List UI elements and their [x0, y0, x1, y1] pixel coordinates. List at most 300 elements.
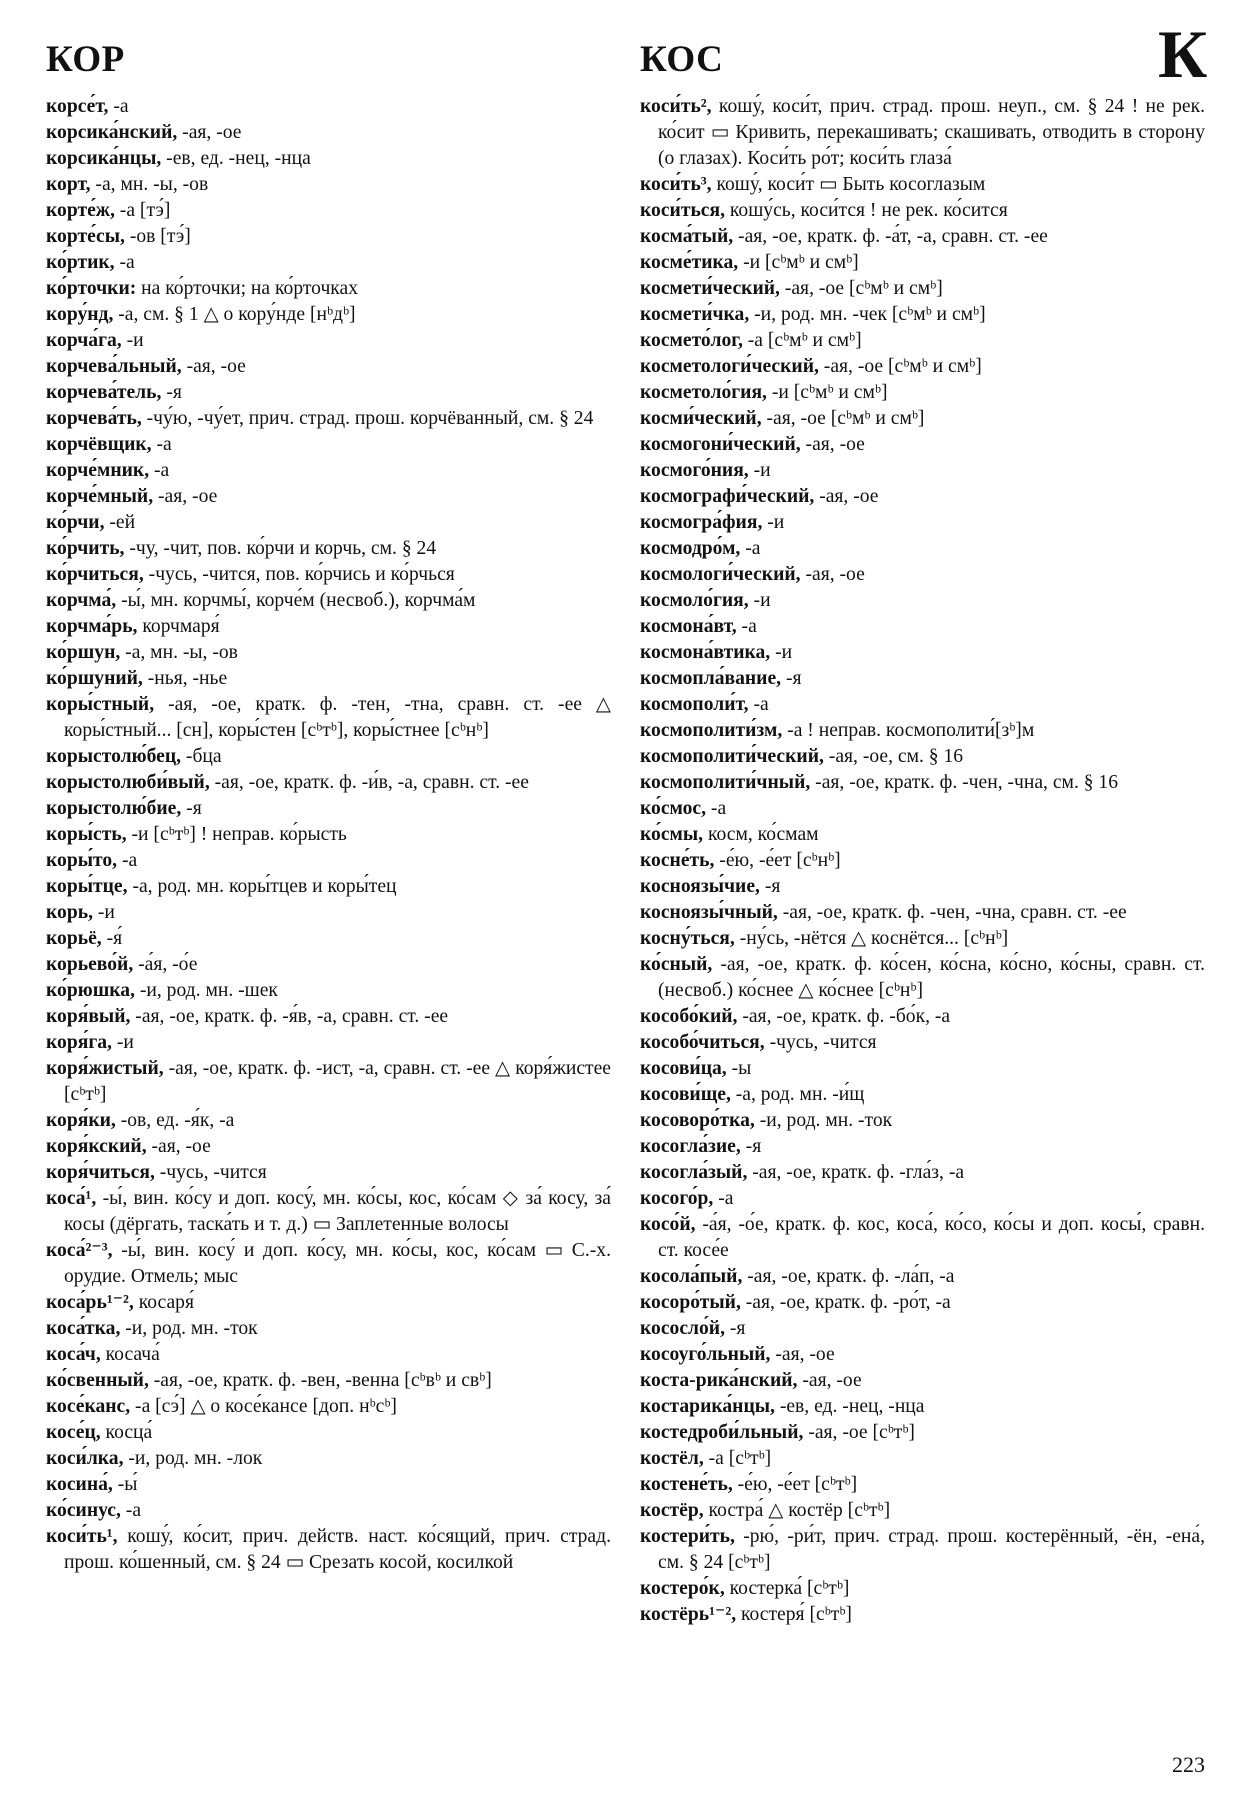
definition: -я́ [101, 928, 123, 949]
dictionary-entry [46, 874, 611, 900]
dictionary-entry [46, 1056, 611, 1108]
definition: -а [151, 434, 172, 455]
dictionary-entry [46, 276, 611, 302]
headword: корсика́нцы, [46, 148, 162, 169]
dictionary-entry [46, 302, 611, 328]
dictionary-entry [46, 562, 611, 588]
definition: -и [121, 330, 144, 351]
dictionary-entry [640, 796, 1205, 822]
definition: -а [сᵇтᵇ] [703, 1448, 772, 1469]
headword: корте́ж, [46, 200, 115, 221]
definition: кошу́, коси́т ▭ Быть косоглазым [711, 174, 986, 195]
headword: косоуго́льный, [640, 1344, 771, 1365]
headword: космополи́т, [640, 694, 749, 715]
definition: -я [781, 668, 802, 689]
definition: -ая, -ое [797, 1370, 862, 1391]
definition: -ая, -ое, кратк. ф. -а́т, -а, сравн. ст. -ее [733, 226, 1048, 247]
right-column [640, 94, 1205, 1628]
definition: -ая, -ое, кратк. ф. -гла́з, -а [747, 1162, 965, 1183]
dictionary-entry [640, 1368, 1205, 1394]
dictionary-entry [640, 770, 1205, 796]
headword: коря́читься, [46, 1162, 155, 1183]
definition: кошу́, ко́сит, прич. действ. наст. ко́сящий, прич. страд. прош. ко́шенный, см. § 24 ▭ Срезать косой, косилкой [64, 1526, 611, 1573]
headword: кососло́й, [640, 1318, 725, 1339]
headword: костене́ть, [640, 1474, 733, 1495]
definition: -а [120, 1500, 142, 1521]
dictionary-entry [46, 354, 611, 380]
headword: космети́ческий, [640, 278, 780, 299]
definition: -ая, -ое, кратк. ф. -ист, -а, сравн. ст. -ее △ коря́жистее [сᵇтᵇ] [64, 1058, 611, 1105]
headword: ко́рчиться, [46, 564, 144, 585]
left-column [46, 94, 611, 1576]
headword: корчма́, [46, 590, 117, 611]
headword: ко́рчи, [46, 512, 105, 533]
definition: -чу, -чит, пов. ко́рчи и корчь, см. § 24 [124, 538, 437, 559]
dictionary-entry [46, 1030, 611, 1056]
headword: ко́смы, [640, 824, 704, 845]
headword: корыстолюби́вый, [46, 772, 210, 793]
definition: -а [149, 460, 170, 481]
dictionary-entry [640, 744, 1205, 770]
headword: корчева́льный, [46, 356, 182, 377]
headword: ко́ршуний, [46, 668, 143, 689]
headword: косови́ца, [640, 1058, 727, 1079]
headword: коры́то, [46, 850, 118, 871]
definition: -а [тэ́] [114, 200, 171, 221]
definition: -ая, -ое [814, 486, 879, 507]
headword: косогла́зый, [640, 1162, 748, 1183]
dictionary-entry [640, 1420, 1205, 1446]
definition: кошу́сь, коси́тся ! не рек. ко́сится [725, 200, 1008, 221]
dictionary-entry [46, 380, 611, 406]
headword: космона́вт, [640, 616, 737, 637]
headword: косма́тый, [640, 226, 734, 247]
definition: -ая, -ое [153, 486, 218, 507]
dictionary-entry [640, 172, 1205, 198]
headword: кособо́кий, [640, 1006, 738, 1027]
dictionary-entry [46, 328, 611, 354]
definition: -а, род. мн. -и́щ [730, 1084, 865, 1105]
headword: косо́й, [640, 1214, 696, 1235]
headword: ко́рточки: [46, 278, 137, 299]
dictionary-entry [640, 1134, 1205, 1160]
dictionary-entry [46, 1342, 611, 1368]
definition: -и [93, 902, 115, 923]
definition: косача́ [100, 1344, 160, 1365]
headword: косноязы́чие, [640, 876, 760, 897]
headword: корче́мный, [46, 486, 154, 507]
definition: -и [770, 642, 793, 663]
dictionary-entry [46, 952, 611, 978]
dictionary-entry [640, 1342, 1205, 1368]
headword: корчева́тель, [46, 382, 162, 403]
definition: -ая, -ое, кратк. ф. -вен, -венна [сᵇвᵇ и свᵇ] [148, 1370, 492, 1391]
dictionary-entry [46, 1368, 611, 1394]
dictionary-entry [46, 198, 611, 224]
definition: -и [111, 1032, 134, 1053]
dictionary-entry [46, 484, 611, 510]
dictionary-entry [640, 848, 1205, 874]
dictionary-entry [46, 978, 611, 1004]
dictionary-entry [640, 1446, 1205, 1472]
headword: кособо́читься, [640, 1032, 765, 1053]
dictionary-entry [640, 302, 1205, 328]
dictionary-entry [46, 796, 611, 822]
definition: -ая, -ое [сᵇмᵇ и смᵇ] [761, 408, 925, 429]
headword: космологи́ческий, [640, 564, 801, 585]
headword: коси́лка, [46, 1448, 124, 1469]
headword: костарика́нцы, [640, 1396, 775, 1417]
dictionary-entry [640, 874, 1205, 900]
dictionary-entry [46, 1472, 611, 1498]
dictionary-entry [640, 822, 1205, 848]
headword: косого́р, [640, 1188, 714, 1209]
definition: -ая, -ое, кратк. ф. -я́в, -а, сравн. ст. -ее [130, 1006, 449, 1027]
headword: космого́ния, [640, 460, 749, 481]
headword: ко́ртик, [46, 252, 115, 273]
definition: -чусь, -чится [764, 1032, 877, 1053]
headword: корчма́рь, [46, 616, 138, 637]
definition: -я [759, 876, 781, 897]
definition: -ая, -ое [800, 564, 865, 585]
headword: космодро́м, [640, 538, 741, 559]
headword: коса́²⁻³, [46, 1240, 113, 1261]
definition: -ая, -ое [800, 434, 865, 455]
headword: ко́сный, [640, 954, 713, 975]
definition: -ы́, мн. корчмы́, корче́м (несвоб.), корчма́м [116, 590, 476, 611]
headword: ко́рюшка, [46, 980, 135, 1001]
dictionary-entry [46, 510, 611, 536]
definition: -и [762, 512, 785, 533]
headword: костедроби́льный, [640, 1422, 804, 1443]
dictionary-entry [46, 1498, 611, 1524]
headword: коса́¹, [46, 1188, 97, 1209]
dictionary-entry [640, 328, 1205, 354]
definition: -чу́ю, -чу́ет, прич. страд. прош. корчёванный, см. § 24 [141, 408, 594, 429]
definition: -ы́, вин. ко́су и доп. косу́, мн. ко́сы, кос, ко́сам ◇ за́ косу, за́ косы (дёргать, таска́ть и т. д.) ▭ Заплетенные волосы [64, 1188, 611, 1235]
definition: -нья, -нье [142, 668, 228, 689]
definition: -а [114, 252, 135, 273]
definition: -а [сэ́] △ о косе́кансе [доп. нᵇсᵇ] [130, 1396, 397, 1417]
dictionary-entry [640, 484, 1205, 510]
headword: космографи́ческий, [640, 486, 815, 507]
headword: коста-рика́нский, [640, 1370, 798, 1391]
headword: косоворо́тка, [640, 1110, 755, 1131]
dictionary-entry [640, 406, 1205, 432]
dictionary-entry [46, 1186, 611, 1238]
dictionary-entry [640, 1004, 1205, 1030]
headword: корт, [46, 174, 91, 195]
dictionary-entry [640, 1524, 1205, 1576]
headword: ко́смос, [640, 798, 707, 819]
dictionary-entry [640, 1264, 1205, 1290]
headword: корсе́т, [46, 96, 109, 117]
headword: космети́чка, [640, 304, 750, 325]
definition: костеря́ [сᵇтᵇ] [736, 1604, 852, 1625]
definition: -ая, -ое [сᵇмᵇ и смᵇ] [818, 356, 982, 377]
dictionary-entry [640, 588, 1205, 614]
dictionary-entry [46, 1446, 611, 1472]
headword: косми́ческий, [640, 408, 762, 429]
dictionary-entry [640, 1602, 1205, 1628]
definition: -я [181, 798, 202, 819]
definition: -а [713, 1188, 734, 1209]
definition: -ая, -ое [181, 356, 246, 377]
dictionary-entry [640, 666, 1205, 692]
dictionary-entry [46, 1134, 611, 1160]
dictionary-entry [640, 354, 1205, 380]
headword: космона́втика, [640, 642, 771, 663]
headword: космополити́чный, [640, 772, 811, 793]
headword: коса́ч, [46, 1344, 101, 1365]
headword: корьево́й, [46, 954, 134, 975]
dictionary-entry [640, 1290, 1205, 1316]
headword: косе́ц, [46, 1422, 101, 1443]
dictionary-entry [640, 692, 1205, 718]
dictionary-entry [640, 1082, 1205, 1108]
dictionary-entry [640, 380, 1205, 406]
headword: косина́, [46, 1474, 113, 1495]
definition: -ы́, вин. косу́ и доп. ко́су, мн. ко́сы, кос, ко́сам ▭ С.-х. орудие. Отмель; мыс [64, 1240, 611, 1287]
dictionary-entry [640, 1576, 1205, 1602]
dictionary-entry [46, 1394, 611, 1420]
dictionary-entry [640, 458, 1205, 484]
headword: корь, [46, 902, 93, 923]
definition: -а́я, -о́е, кратк. ф. кос, коса́, ко́со, ко́сы и доп. косы́, сравн. ст. косе́е [658, 1214, 1205, 1261]
definition: -ая, -ое, кратк. ф. -чен, -чна, сравн. ст. -ее [777, 902, 1127, 923]
definition: -я [161, 382, 182, 403]
dictionary-entry [640, 1472, 1205, 1498]
headword: костёрь¹⁻², [640, 1604, 737, 1625]
definition: -ая, -ое [177, 122, 242, 143]
headword: космополити́зм, [640, 720, 783, 741]
dictionary-entry [46, 614, 611, 640]
headword: костёл, [640, 1448, 704, 1469]
definition: косм, ко́смам [703, 824, 819, 845]
dictionary-entry [46, 770, 611, 796]
dictionary-entry [640, 1498, 1205, 1524]
definition: -а ! неправ. космополити́[зᵇ]м [782, 720, 1035, 741]
dictionary-entry [640, 1056, 1205, 1082]
definition: -а [117, 850, 138, 871]
dictionary-entry [46, 146, 611, 172]
definition: -а [740, 538, 761, 559]
dictionary-entry [46, 1238, 611, 1290]
headword: коря́кский, [46, 1136, 147, 1157]
headword: ко́ршун, [46, 642, 121, 663]
dictionary-entry [46, 1420, 611, 1446]
headword: косола́пый, [640, 1266, 743, 1287]
definition: -бца [181, 746, 222, 767]
definition: на ко́рточки; на ко́рточках [136, 278, 359, 299]
headword: корча́га, [46, 330, 122, 351]
dictionary-entry [46, 744, 611, 770]
definition: косаря́ [133, 1292, 194, 1313]
dictionary-entry [46, 458, 611, 484]
dictionary-entry [46, 692, 611, 744]
dictionary-entry [46, 1160, 611, 1186]
definition: -ы́ [112, 1474, 138, 1495]
dictionary-entry [46, 640, 611, 666]
headword: корте́сы, [46, 226, 125, 247]
definition: -а, род. мн. коры́тцев и коры́тец [127, 876, 397, 897]
definition: -ая, -ое, кратк. ф. ко́сен, ко́сна, ко́сно, ко́сны, сравн. ст. (несвоб.) ко́снее △ ко́снее [сᵇнᵇ] [658, 954, 1205, 1001]
dictionary-entry [640, 718, 1205, 744]
headword: ко́синус, [46, 1500, 121, 1521]
definition: -а [736, 616, 757, 637]
headword: ко́рчить, [46, 538, 125, 559]
headword: корыстолю́бие, [46, 798, 182, 819]
definition: -и, род. мн. -ток [754, 1110, 893, 1131]
dictionary-entry [46, 536, 611, 562]
dictionary-entry [46, 1108, 611, 1134]
headword: косоро́тый, [640, 1292, 741, 1313]
dictionary-entry [46, 432, 611, 458]
dictionary-entry [640, 952, 1205, 1004]
headword: космопла́вание, [640, 668, 782, 689]
dictionary-entry [640, 900, 1205, 926]
dictionary-entry [640, 1108, 1205, 1134]
definition: -ая, -ое, кратк. ф. -бо́к, -а [737, 1006, 951, 1027]
dictionary-entry [46, 1316, 611, 1342]
dictionary-entry [640, 1212, 1205, 1264]
definition: -ы [726, 1058, 752, 1079]
definition: -ов, ед. -я́к, -а [115, 1110, 235, 1131]
dictionary-entry [46, 1524, 611, 1576]
headword: костери́ть, [640, 1526, 735, 1547]
section-letter: К [1158, 16, 1208, 92]
definition: косца́ [100, 1422, 153, 1443]
definition: -и [748, 460, 771, 481]
headword: коря́га, [46, 1032, 112, 1053]
page-number: 223 [1172, 1752, 1205, 1777]
definition: -и, род. мн. -чек [сᵇмᵇ и смᵇ] [749, 304, 986, 325]
dictionary-entry [46, 900, 611, 926]
running-head-right: КОС [640, 39, 724, 80]
dictionary-entry [640, 926, 1205, 952]
definition: -ев, ед. -нец, -нца [161, 148, 311, 169]
headword: корчёвщик, [46, 434, 152, 455]
headword: косну́ться, [640, 928, 735, 949]
definition: -а́я, -о́е [133, 954, 198, 975]
dictionary-entry [46, 224, 611, 250]
dictionary-entry [640, 250, 1205, 276]
definition: -и, род. мн. -лок [123, 1448, 263, 1469]
dictionary-entry [46, 926, 611, 952]
dictionary-entry [46, 848, 611, 874]
headword: космето́лог, [640, 330, 743, 351]
definition: костерка́ [сᵇтᵇ] [724, 1578, 850, 1599]
definition: -е́ю, -е́ет [сᵇнᵇ] [714, 850, 841, 871]
dictionary-entry [640, 1316, 1205, 1342]
dictionary-entry [640, 1186, 1205, 1212]
headword: косогла́зие, [640, 1136, 741, 1157]
headword: коры́тце, [46, 876, 128, 897]
definition: -и, род. мн. -шек [134, 980, 278, 1001]
definition: -и [сᵇмᵇ и смᵇ] [738, 252, 859, 273]
dictionary-entry [46, 94, 611, 120]
headword: коря́жистый, [46, 1058, 164, 1079]
headword: коса́тка, [46, 1318, 121, 1339]
dictionary-entry [46, 588, 611, 614]
dictionary-entry [640, 510, 1205, 536]
headword: корсика́нский, [46, 122, 178, 143]
headword: косне́ть, [640, 850, 715, 871]
dictionary-entry [46, 666, 611, 692]
definition: -а [сᵇмᵇ и смᵇ] [742, 330, 862, 351]
headword: корче́мник, [46, 460, 150, 481]
definition: -чусь, -чится [154, 1162, 267, 1183]
definition: -ая, -ое, кратк. ф. -чен, -чна, см. § 16 [810, 772, 1119, 793]
definition: -ая, -ое [146, 1136, 211, 1157]
definition: -ая, -ое, кратк. ф. -тен, -тна, сравн. ст. -ее △ коры́стный... [сн], коры́стен [сᵇтᵇ], коры́стнее [сᵇнᵇ] [64, 694, 611, 741]
definition: -и [сᵇмᵇ и смᵇ] [766, 382, 888, 403]
definition: -ая, -ое, кратк. ф. -ла́п, -а [742, 1266, 955, 1287]
definition: -ну́сь, -нётся △ коснётся... [сᵇнᵇ] [734, 928, 1009, 949]
definition: -чусь, -чится, пов. ко́рчись и ко́рчься [143, 564, 455, 585]
definition: -а [706, 798, 727, 819]
headword: космогони́ческий, [640, 434, 801, 455]
dictionary-entry [640, 1030, 1205, 1056]
headword: коси́ть¹, [46, 1526, 118, 1547]
headword: косови́ще, [640, 1084, 731, 1105]
dictionary-entry [46, 1290, 611, 1316]
headword: кору́нд, [46, 304, 114, 325]
dictionary-entry [640, 94, 1205, 172]
headword: корыстолю́бец, [46, 746, 182, 767]
dictionary-entry [640, 198, 1205, 224]
dictionary-entry [640, 224, 1205, 250]
headword: коси́ть³, [640, 174, 712, 195]
dictionary-entry [640, 1394, 1205, 1420]
headword: корьё, [46, 928, 102, 949]
headword: ко́свенный, [46, 1370, 149, 1391]
headword: косметологи́ческий, [640, 356, 819, 377]
definition: -ая, -ое [770, 1344, 835, 1365]
definition: корчмаря́ [137, 616, 220, 637]
headword: костеро́к, [640, 1578, 725, 1599]
dictionary-entry [46, 250, 611, 276]
definition: -ая, -ое [сᵇмᵇ и смᵇ] [779, 278, 943, 299]
headword: костёр, [640, 1500, 704, 1521]
dictionary-entry [640, 1160, 1205, 1186]
definition: -а [748, 694, 769, 715]
dictionary-entry [46, 120, 611, 146]
definition: -ов [тэ́] [124, 226, 191, 247]
definition: -я [740, 1136, 762, 1157]
headword: косме́тика, [640, 252, 739, 273]
definition: -а, мн. -ы, -ов [90, 174, 209, 195]
headword: косе́канс, [46, 1396, 131, 1417]
headword: космоло́гия, [640, 590, 749, 611]
definition: -и [748, 590, 771, 611]
definition: -рю́, -ри́т, прич. страд. прош. костерённый, -ён, -ена́, см. § 24 [сᵇтᵇ] [658, 1526, 1205, 1573]
definition: -и [сᵇтᵇ] ! неправ. ко́рысть [126, 824, 347, 845]
definition: -ей [104, 512, 136, 533]
headword: коры́сть, [46, 824, 127, 845]
headword: коси́ть², [640, 96, 712, 117]
definition: -а [108, 96, 129, 117]
definition: -ая, -ое, кратк. ф. -и́в, -а, сравн. ст. -ее [209, 772, 529, 793]
definition: -ев, ед. -нец, -нца [774, 1396, 925, 1417]
dictionary-entry [640, 614, 1205, 640]
headword: косметоло́гия, [640, 382, 767, 403]
definition: -а, мн. -ы, -ов [120, 642, 238, 663]
dictionary-entry [46, 172, 611, 198]
definition: -я [725, 1318, 746, 1339]
dictionary-entry [640, 536, 1205, 562]
definition: -ая, -ое [сᵇтᵇ] [803, 1422, 915, 1443]
